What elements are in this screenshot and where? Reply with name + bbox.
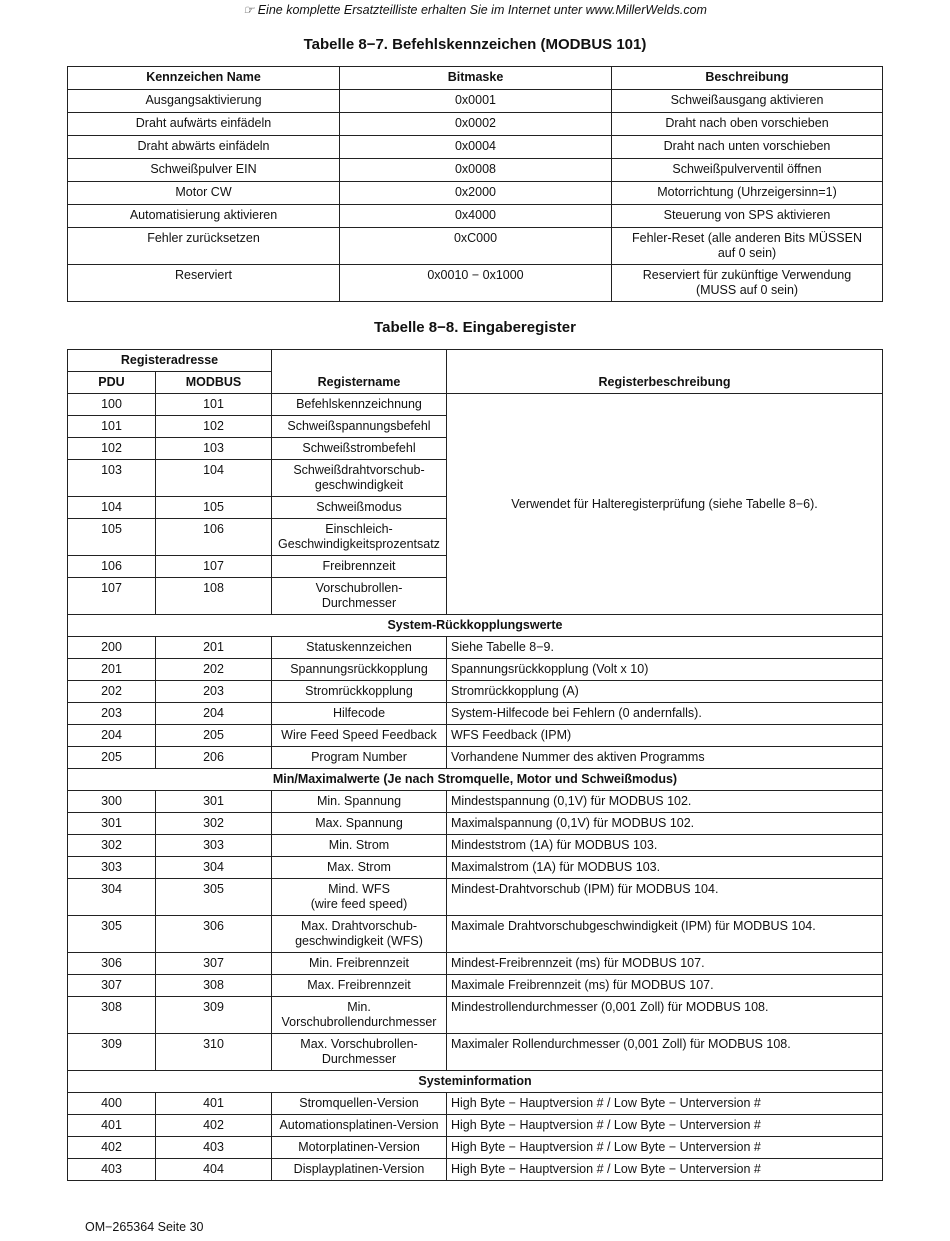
- register-name: Befehlskennzeichnung: [272, 394, 447, 416]
- modbus-address: 301: [156, 791, 272, 813]
- modbus-address: 205: [156, 725, 272, 747]
- register-name: Vorschubrollen- Durchmesser: [272, 578, 447, 615]
- pdu-address: 300: [68, 791, 156, 813]
- table-header-row: [68, 350, 883, 372]
- modbus-address: 202: [156, 659, 272, 681]
- modbus-address: 305: [156, 879, 272, 916]
- table-row: [68, 136, 883, 159]
- register-name: Min. Spannung: [272, 791, 447, 813]
- pdu-address: 306: [68, 953, 156, 975]
- pdu-address: 106: [68, 556, 156, 578]
- section-header-row: [68, 769, 883, 791]
- register-name: Schweißdrahtvorschub- geschwindigkeit: [272, 460, 447, 497]
- modbus-address: 107: [156, 556, 272, 578]
- pdu-address: 205: [68, 747, 156, 769]
- description: Fehler-Reset (alle anderen Bits MÜSSEN auf 0 sein): [612, 228, 883, 265]
- modbus-address: 304: [156, 857, 272, 879]
- table-row: [68, 159, 883, 182]
- table-row: [68, 182, 883, 205]
- modbus-address: 403: [156, 1137, 272, 1159]
- pdu-address: 107: [68, 578, 156, 615]
- pdu-address: 403: [68, 1159, 156, 1181]
- flag-name: Reserviert: [68, 265, 340, 302]
- register-name: Stromrückkopplung: [272, 681, 447, 703]
- table-row: [68, 1137, 883, 1159]
- register-description: Mindest-Freibrennzeit (ms) für MODBUS 107.: [447, 953, 883, 975]
- table-row: [68, 1034, 883, 1071]
- description: Steuerung von SPS aktivieren: [612, 205, 883, 228]
- register-description: Mindeststrom (1A) für MODBUS 103.: [447, 835, 883, 857]
- section-title: System-Rückkopplungswerte: [68, 615, 883, 637]
- modbus-address: 401: [156, 1093, 272, 1115]
- table-row: [68, 681, 883, 703]
- modbus-address: 103: [156, 438, 272, 460]
- modbus-address: 206: [156, 747, 272, 769]
- register-description: Maximalstrom (1A) für MODBUS 103.: [447, 857, 883, 879]
- pdu-address: 204: [68, 725, 156, 747]
- column-header: Registername: [272, 350, 447, 394]
- modbus-address: 104: [156, 460, 272, 497]
- table-row: [68, 228, 883, 265]
- pdu-address: 304: [68, 879, 156, 916]
- pdu-address: 307: [68, 975, 156, 997]
- bitmask: 0x0010 − 0x1000: [340, 265, 612, 302]
- bitmask: 0x0002: [340, 113, 612, 136]
- modbus-address: 308: [156, 975, 272, 997]
- table-row: [68, 113, 883, 136]
- table-header-row: [68, 67, 883, 90]
- table-row: [68, 747, 883, 769]
- register-name: Max. Drahtvorschub- geschwindigkeit (WFS): [272, 916, 447, 953]
- register-name: Stromquellen-Version: [272, 1093, 447, 1115]
- register-description: System-Hilfecode bei Fehlern (0 andernfalls).: [447, 703, 883, 725]
- register-name: Einschleich- Geschwindigkeitsprozentsatz: [272, 519, 447, 556]
- register-name: Max. Vorschubrollen- Durchmesser: [272, 1034, 447, 1071]
- modbus-address: 303: [156, 835, 272, 857]
- bitmask: 0x0004: [340, 136, 612, 159]
- modbus-address: 404: [156, 1159, 272, 1181]
- bitmask: 0x0008: [340, 159, 612, 182]
- modbus-address: 105: [156, 497, 272, 519]
- page-footer: OM−265364 Seite 30: [85, 1220, 204, 1234]
- description: Schweißpulverventil öffnen: [612, 159, 883, 182]
- flag-name: Draht aufwärts einfädeln: [68, 113, 340, 136]
- register-description: Spannungsrückkopplung (Volt x 10): [447, 659, 883, 681]
- pdu-address: 104: [68, 497, 156, 519]
- table-row: [68, 953, 883, 975]
- column-header: Registerbeschreibung: [447, 350, 883, 394]
- modbus-address: 204: [156, 703, 272, 725]
- section-header-row: [68, 1071, 883, 1093]
- register-name: Max. Spannung: [272, 813, 447, 835]
- register-name: Schweißstrombefehl: [272, 438, 447, 460]
- pointing-hand-icon: ☞: [243, 3, 255, 17]
- register-name: Min. Freibrennzeit: [272, 953, 447, 975]
- register-description: Mindest-Drahtvorschub (IPM) für MODBUS 104.: [447, 879, 883, 916]
- modbus-address: 307: [156, 953, 272, 975]
- register-name: Max. Strom: [272, 857, 447, 879]
- pdu-address: 308: [68, 997, 156, 1034]
- register-name: Automationsplatinen-Version: [272, 1115, 447, 1137]
- table-row: [68, 659, 883, 681]
- register-name: Hilfecode: [272, 703, 447, 725]
- description: Draht nach oben vorschieben: [612, 113, 883, 136]
- flag-name: Motor CW: [68, 182, 340, 205]
- modbus-address: 106: [156, 519, 272, 556]
- table-row: [68, 857, 883, 879]
- bitmask: 0x2000: [340, 182, 612, 205]
- register-description: High Byte − Hauptversion # / Low Byte − Unterversion #: [447, 1137, 883, 1159]
- table-row: [68, 791, 883, 813]
- parts-list-note-text: Eine komplette Ersatzteilliste erhalten Sie im Internet unter www.MillerWelds.com: [257, 3, 707, 17]
- table-row: [68, 394, 883, 416]
- register-description: Mindestrollendurchmesser (0,001 Zoll) für MODBUS 108.: [447, 997, 883, 1034]
- table-row: [68, 703, 883, 725]
- register-description: Siehe Tabelle 8−9.: [447, 637, 883, 659]
- section-title: Systeminformation: [68, 1071, 883, 1093]
- register-description: Maximale Drahtvorschubgeschwindigkeit (IPM) für MODBUS 104.: [447, 916, 883, 953]
- register-description: Verwendet für Halteregisterprüfung (siehe Tabelle 8−6).: [447, 394, 883, 615]
- register-name: Schweißmodus: [272, 497, 447, 519]
- pdu-address: 202: [68, 681, 156, 703]
- pdu-address: 203: [68, 703, 156, 725]
- table1-title: Tabelle 8−7. Befehlskennzeichen (MODBUS 101): [303, 36, 647, 53]
- pdu-address: 309: [68, 1034, 156, 1071]
- modbus-address: 306: [156, 916, 272, 953]
- register-description: Maximaler Rollendurchmesser (0,001 Zoll) für MODBUS 108.: [447, 1034, 883, 1071]
- table-row: [68, 1159, 883, 1181]
- table-row: [68, 90, 883, 113]
- register-description: High Byte − Hauptversion # / Low Byte − Unterversion #: [447, 1093, 883, 1115]
- register-name: Min. Vorschubrollendurchmesser: [272, 997, 447, 1034]
- register-description: Vorhandene Nummer des aktiven Programms: [447, 747, 883, 769]
- pdu-address: 401: [68, 1115, 156, 1137]
- table-row: [68, 1115, 883, 1137]
- register-name: Spannungsrückkopplung: [272, 659, 447, 681]
- table-row: [68, 205, 883, 228]
- register-name: Program Number: [272, 747, 447, 769]
- description: Motorrichtung (Uhrzeigersinn=1): [612, 182, 883, 205]
- table-row: [68, 637, 883, 659]
- table-row: [68, 975, 883, 997]
- column-header: MODBUS: [156, 372, 272, 394]
- modbus-address: 101: [156, 394, 272, 416]
- pdu-address: 201: [68, 659, 156, 681]
- table-row: [68, 725, 883, 747]
- register-name: Wire Feed Speed Feedback: [272, 725, 447, 747]
- pdu-address: 305: [68, 916, 156, 953]
- pdu-address: 105: [68, 519, 156, 556]
- register-name: Mind. WFS (wire feed speed): [272, 879, 447, 916]
- modbus-address: 203: [156, 681, 272, 703]
- register-name: Displayplatinen-Version: [272, 1159, 447, 1181]
- register-description: High Byte − Hauptversion # / Low Byte − Unterversion #: [447, 1159, 883, 1181]
- pdu-address: 101: [68, 416, 156, 438]
- input-registers-table: [67, 349, 883, 1181]
- table2-title: Tabelle 8−8. Eingaberegister: [374, 319, 576, 336]
- table-row: [68, 916, 883, 953]
- modbus-address: 102: [156, 416, 272, 438]
- description: Schweißausgang aktivieren: [612, 90, 883, 113]
- description: Reserviert für zukünftige Verwendung (MUSS auf 0 sein): [612, 265, 883, 302]
- register-name: Statuskennzeichen: [272, 637, 447, 659]
- flag-name: Draht abwärts einfädeln: [68, 136, 340, 159]
- pdu-address: 100: [68, 394, 156, 416]
- column-group-header: Registeradresse: [68, 350, 272, 372]
- register-description: Maximale Freibrennzeit (ms) für MODBUS 107.: [447, 975, 883, 997]
- pdu-address: 102: [68, 438, 156, 460]
- column-header: Kennzeichen Name: [68, 67, 340, 90]
- table-row: [68, 265, 883, 302]
- column-header: Bitmaske: [340, 67, 612, 90]
- pdu-address: 200: [68, 637, 156, 659]
- modbus-address: 402: [156, 1115, 272, 1137]
- parts-list-note: [0, 2, 950, 17]
- register-description: Mindestspannung (0,1V) für MODBUS 102.: [447, 791, 883, 813]
- pdu-address: 400: [68, 1093, 156, 1115]
- table-row: [68, 835, 883, 857]
- section-header-row: [68, 615, 883, 637]
- column-header: Beschreibung: [612, 67, 883, 90]
- register-name: Min. Strom: [272, 835, 447, 857]
- flag-name: Schweißpulver EIN: [68, 159, 340, 182]
- modbus-address: 108: [156, 578, 272, 615]
- command-flags-table: [67, 66, 883, 302]
- bitmask: 0x0001: [340, 90, 612, 113]
- pdu-address: 103: [68, 460, 156, 497]
- modbus-address: 309: [156, 997, 272, 1034]
- pdu-address: 402: [68, 1137, 156, 1159]
- register-name: Max. Freibrennzeit: [272, 975, 447, 997]
- flag-name: Automatisierung aktivieren: [68, 205, 340, 228]
- modbus-address: 310: [156, 1034, 272, 1071]
- bitmask: 0x4000: [340, 205, 612, 228]
- description: Draht nach unten vorschieben: [612, 136, 883, 159]
- register-description: Maximalspannung (0,1V) für MODBUS 102.: [447, 813, 883, 835]
- register-name: Schweißspannungsbefehl: [272, 416, 447, 438]
- table-row: [68, 813, 883, 835]
- modbus-address: 302: [156, 813, 272, 835]
- flag-name: Fehler zurücksetzen: [68, 228, 340, 265]
- pdu-address: 303: [68, 857, 156, 879]
- table-row: [68, 1093, 883, 1115]
- table-row: [68, 997, 883, 1034]
- modbus-address: 201: [156, 637, 272, 659]
- flag-name: Ausgangsaktivierung: [68, 90, 340, 113]
- table-row: [68, 879, 883, 916]
- register-description: WFS Feedback (IPM): [447, 725, 883, 747]
- register-name: Freibrennzeit: [272, 556, 447, 578]
- register-description: High Byte − Hauptversion # / Low Byte − Unterversion #: [447, 1115, 883, 1137]
- pdu-address: 301: [68, 813, 156, 835]
- column-header: PDU: [68, 372, 156, 394]
- pdu-address: 302: [68, 835, 156, 857]
- register-name: Motorplatinen-Version: [272, 1137, 447, 1159]
- section-title: Min/Maximalwerte (Je nach Stromquelle, Motor und Schweißmodus): [68, 769, 883, 791]
- register-description: Stromrückkopplung (A): [447, 681, 883, 703]
- bitmask: 0xC000: [340, 228, 612, 265]
